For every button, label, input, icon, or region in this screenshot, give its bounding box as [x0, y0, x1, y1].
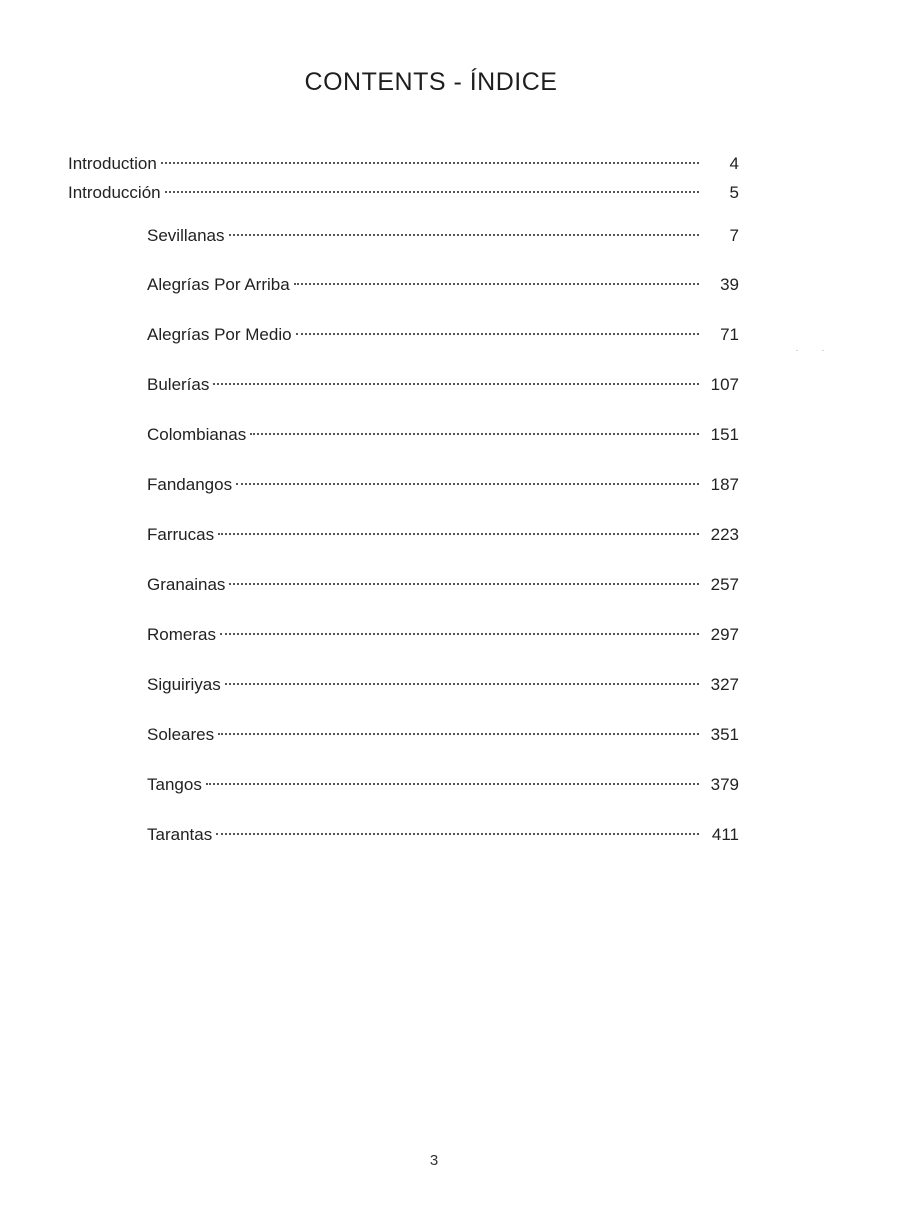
toc-entry-label: Alegrías Por Medio: [147, 325, 292, 344]
toc-entry-label: Introducción: [68, 183, 161, 202]
toc-entry-page: 71: [720, 325, 739, 344]
toc-entry-label: Tarantas: [147, 825, 213, 844]
toc-entry-page: 4: [729, 154, 739, 173]
toc-entry-granainas[interactable]: [147, 573, 739, 597]
toc-entry-romeras[interactable]: [147, 623, 739, 647]
toc-entry-label: Introduction: [68, 154, 157, 173]
page-number: 3: [429, 1152, 439, 1169]
toc-entry-label: Fandangos: [147, 475, 233, 494]
toc-entry-page: 39: [720, 275, 739, 294]
dot-leader: [229, 583, 699, 585]
toc-entry-tarantas[interactable]: [147, 823, 739, 847]
toc-entry-alegrias-por-arriba[interactable]: [147, 273, 739, 297]
toc-entry-page: 257: [710, 575, 739, 594]
toc-entry-alegrias-por-medio[interactable]: [147, 323, 739, 347]
toc-entry-page: 351: [710, 725, 739, 744]
toc-entry-page: 107: [710, 375, 739, 394]
dot-leader: [218, 533, 699, 535]
toc-entry-label: Colombianas: [147, 425, 247, 444]
dot-leader: [229, 234, 700, 236]
dot-leader: [220, 633, 699, 635]
dot-leader: [216, 833, 699, 835]
toc-entry-page: 411: [711, 825, 739, 844]
toc-entry-page: 379: [710, 775, 739, 794]
toc-entry-label: Farrucas: [147, 525, 215, 544]
toc-entry-page: 5: [729, 183, 739, 202]
toc-entry-colombianas[interactable]: [147, 423, 739, 447]
page-title: CONTENTS - ÍNDICE: [304, 68, 558, 96]
toc-entry-page: 187: [710, 475, 739, 494]
toc-entry-soleares[interactable]: [147, 723, 739, 747]
toc-entry-introduccion[interactable]: [68, 181, 739, 205]
dot-leader: [236, 483, 699, 485]
dot-leader: [161, 162, 699, 164]
toc-entry-label: Bulerías: [147, 375, 210, 394]
toc-entry-label: Tangos: [147, 775, 202, 794]
toc-entry-label: Granainas: [147, 575, 226, 594]
dot-leader: [294, 283, 699, 285]
toc-entry-page: 297: [710, 625, 739, 644]
toc-entry-siguiriyas[interactable]: [147, 673, 739, 697]
toc-entry-fandangos[interactable]: [147, 473, 739, 497]
scan-speck: [796, 350, 836, 352]
toc-entry-tangos[interactable]: [147, 773, 739, 797]
dot-leader: [218, 733, 699, 735]
dot-leader: [296, 333, 699, 335]
dot-leader: [206, 783, 699, 785]
toc-entry-label: Soleares: [147, 725, 215, 744]
toc-entry-introduction[interactable]: [68, 152, 739, 176]
toc-entry-farrucas[interactable]: [147, 523, 739, 547]
dot-leader: [213, 383, 699, 385]
toc-entry-page: 327: [710, 675, 739, 694]
toc-entry-page: 7: [729, 226, 739, 245]
toc-entry-label: Romeras: [147, 625, 216, 644]
dot-leader: [225, 683, 699, 685]
toc-entry-bulerias[interactable]: [147, 373, 739, 397]
toc-entry-label: Siguiriyas: [147, 675, 221, 694]
dot-leader: [165, 191, 699, 193]
toc-entry-label: Sevillanas: [147, 226, 225, 245]
toc-entry-page: 223: [710, 525, 739, 544]
toc-entry-sevillanas[interactable]: [147, 224, 739, 248]
dot-leader: [250, 433, 699, 435]
toc-entry-page: 151: [710, 425, 739, 444]
toc-entry-label: Alegrías Por Arriba: [147, 275, 290, 294]
